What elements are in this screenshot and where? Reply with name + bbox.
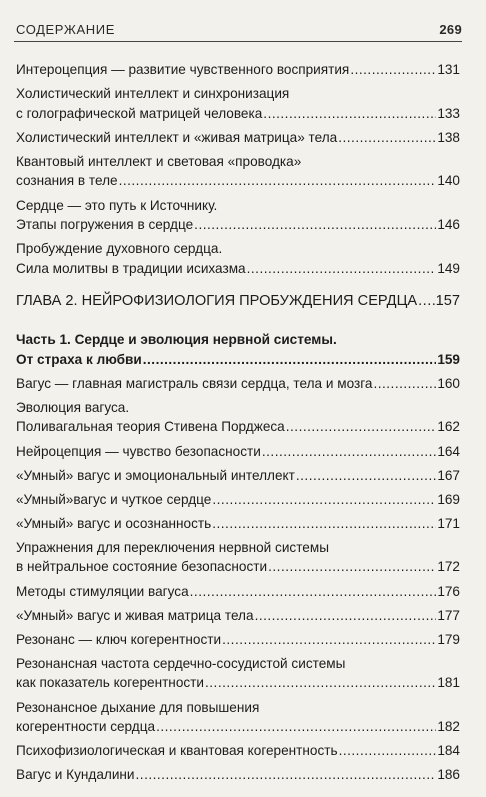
dot-leader — [156, 717, 436, 737]
table-of-contents — [16, 60, 460, 789]
toc-entry-line: Холистический интеллект и синхронизация — [16, 86, 290, 102]
toc-entry — [16, 442, 460, 462]
toc-entry — [16, 374, 460, 394]
toc-entry — [16, 582, 460, 602]
toc-entry-line: Сердце — это путь к Источнику. — [16, 197, 218, 213]
toc-entry-line: Упражнения для переключения нервной системы — [16, 539, 329, 555]
toc-entry-leader-row — [16, 442, 460, 462]
toc-page-number: 184 — [437, 743, 460, 759]
toc-entry — [16, 538, 460, 577]
toc-entry-leader-row — [16, 741, 460, 761]
toc-entry — [16, 398, 460, 437]
dot-leader — [212, 514, 436, 534]
dot-leader — [143, 350, 437, 370]
toc-entry-title: Психофизиологическая и квантовая когерентность — [16, 743, 338, 759]
toc-entry-title: «Умный» вагус и эмоциональный интеллект — [16, 467, 295, 483]
toc-page-number: 182 — [437, 719, 460, 735]
toc-page-number: 169 — [437, 491, 460, 507]
toc-page-number: 131 — [437, 62, 460, 77]
toc-entry-leader-row — [16, 466, 460, 486]
toc-entry-line: Квантовый интеллект и световая «проводка» — [16, 153, 302, 169]
toc-entry-leader-row — [16, 765, 460, 785]
toc-entry — [16, 84, 460, 123]
toc-entry-leader-row — [16, 171, 460, 191]
toc-entry — [16, 654, 460, 693]
dot-leader — [268, 557, 436, 577]
toc-entry-title: Вагус и Кундалини — [16, 767, 135, 783]
toc-entry-leader-row — [16, 673, 460, 693]
toc-entry — [16, 239, 460, 278]
toc-entry — [16, 630, 460, 650]
toc-entry — [16, 196, 460, 235]
toc-entry-leader-row — [16, 557, 460, 577]
toc-page-number: 171 — [437, 515, 460, 531]
toc-entry-leader-row — [16, 417, 460, 437]
toc-entry-title: «Умный» вагус и живая матрица тела — [16, 607, 254, 623]
header-rule — [14, 41, 462, 42]
toc-entry — [16, 466, 460, 486]
toc-page-number: 157 — [435, 293, 460, 310]
toc-entry — [16, 741, 460, 761]
toc-entry-line: Часть 1. Сердце и эволюция нервной системы. — [16, 332, 337, 348]
page-number: 269 — [439, 22, 462, 37]
toc-entry-leader-row — [16, 490, 460, 510]
toc-entry-title: с голографической матрицей человека — [16, 105, 263, 121]
toc-entry-title: Вагус — главная магистраль связи сердца, тела и мозга — [16, 375, 373, 391]
toc-page-number: 133 — [437, 105, 460, 121]
toc-chapter-entry — [16, 292, 460, 312]
toc-entry-leader-row — [16, 606, 460, 626]
toc-entry-line: Пробуждение духовного сердца. — [16, 241, 223, 257]
toc-entry — [16, 60, 460, 80]
dot-leader — [190, 582, 437, 602]
toc-entry — [16, 698, 460, 737]
dot-leader — [296, 466, 436, 486]
toc-entry — [16, 128, 460, 148]
dot-leader — [247, 259, 437, 279]
toc-entry-title: От страха к любви — [16, 351, 142, 367]
toc-page-number: 149 — [437, 260, 460, 276]
toc-entry-line: Резонансная частота сердечно-сосудистой системы — [16, 655, 346, 671]
toc-page-number: 186 — [437, 767, 460, 783]
toc-entry-title: Сила молитвы в традиции исихазма — [16, 260, 246, 276]
toc-page-number: 162 — [437, 419, 460, 435]
toc-entry-title: Интероцепция — развитие чувственного восприятия — [16, 62, 350, 77]
toc-page-number: 179 — [437, 631, 460, 647]
toc-entry-title: Нейроцепция — чувство безопасности — [16, 443, 261, 459]
toc-entry-title: «Умный» вагус и осознанность — [16, 515, 212, 531]
toc-entry-leader-row — [16, 514, 460, 534]
toc-entry-title: Этапы погружения в сердце — [16, 217, 194, 233]
toc-entry-leader-row — [16, 374, 460, 394]
toc-entry-leader-row — [16, 350, 460, 370]
toc-page-number: 167 — [437, 467, 460, 483]
toc-entry — [16, 765, 460, 785]
toc-entry — [16, 606, 460, 626]
toc-entry-title: «Умный»вагус и чуткое сердце — [16, 491, 212, 507]
toc-entry-leader-row — [16, 717, 460, 737]
dot-leader — [255, 606, 437, 626]
toc-entry-line: Эволюция вагуса. — [16, 399, 130, 415]
dot-leader — [119, 171, 437, 191]
toc-page-number: 164 — [437, 443, 460, 459]
dot-leader — [136, 765, 437, 785]
toc-page-number: 146 — [437, 217, 460, 233]
toc-entry-leader-row — [16, 630, 460, 650]
dot-leader — [263, 104, 436, 124]
toc-entry-title: как показатель когерентности — [16, 675, 204, 691]
toc-page-number: 140 — [437, 173, 460, 189]
toc-entry-title: Методы стимуляции вагуса — [16, 583, 189, 599]
toc-page-number: 138 — [437, 129, 460, 145]
toc-entry-line: Резонансное дыхание для повышения — [16, 699, 260, 715]
toc-page-number: 177 — [437, 607, 460, 623]
dot-leader — [350, 60, 436, 80]
toc-entry — [16, 514, 460, 534]
dot-leader — [418, 292, 435, 312]
dot-leader — [222, 630, 436, 650]
toc-page-number: 160 — [437, 375, 460, 391]
toc-entry-leader-row — [16, 128, 460, 148]
dot-leader — [194, 215, 436, 235]
toc-page-number: 172 — [437, 559, 460, 575]
toc-entry-title: ГЛАВА 2. НЕЙРОФИЗИОЛОГИЯ ПРОБУЖДЕНИЯ СЕРДЦА — [16, 293, 418, 310]
dot-leader — [339, 741, 437, 761]
toc-part-entry — [16, 330, 460, 369]
dot-leader — [262, 442, 436, 462]
toc-entry-leader-row — [16, 104, 460, 124]
toc-entry-leader-row — [16, 582, 460, 602]
dot-leader — [205, 673, 436, 693]
toc-entry-leader-row — [16, 215, 460, 235]
toc-entry-leader-row — [16, 292, 460, 312]
toc-entry-title: Поливагальная теория Стивена Порджеса — [16, 419, 285, 435]
dot-leader — [373, 374, 436, 394]
toc-entry-title: в нейтральное состояние безопасности — [16, 559, 268, 575]
toc-entry-leader-row — [16, 259, 460, 279]
toc-entry-title: Резонанс — ключ когерентности — [16, 631, 222, 647]
section-title: СОДЕРЖАНИЕ — [16, 22, 116, 37]
toc-entry-title: сознания в теле — [16, 173, 118, 189]
toc-page-number: 159 — [437, 351, 460, 367]
toc-entry-title: Холистический интеллект и «живая матрица» тела — [16, 129, 338, 145]
toc-page-number: 176 — [437, 583, 460, 599]
toc-entry-title: когерентности сердца — [16, 719, 156, 735]
toc-entry — [16, 152, 460, 191]
dot-leader — [286, 417, 437, 437]
toc-entry-leader-row — [16, 60, 460, 80]
toc-entry — [16, 490, 460, 510]
dot-leader — [338, 128, 436, 148]
dot-leader — [212, 490, 436, 510]
toc-page-number: 181 — [437, 675, 460, 691]
